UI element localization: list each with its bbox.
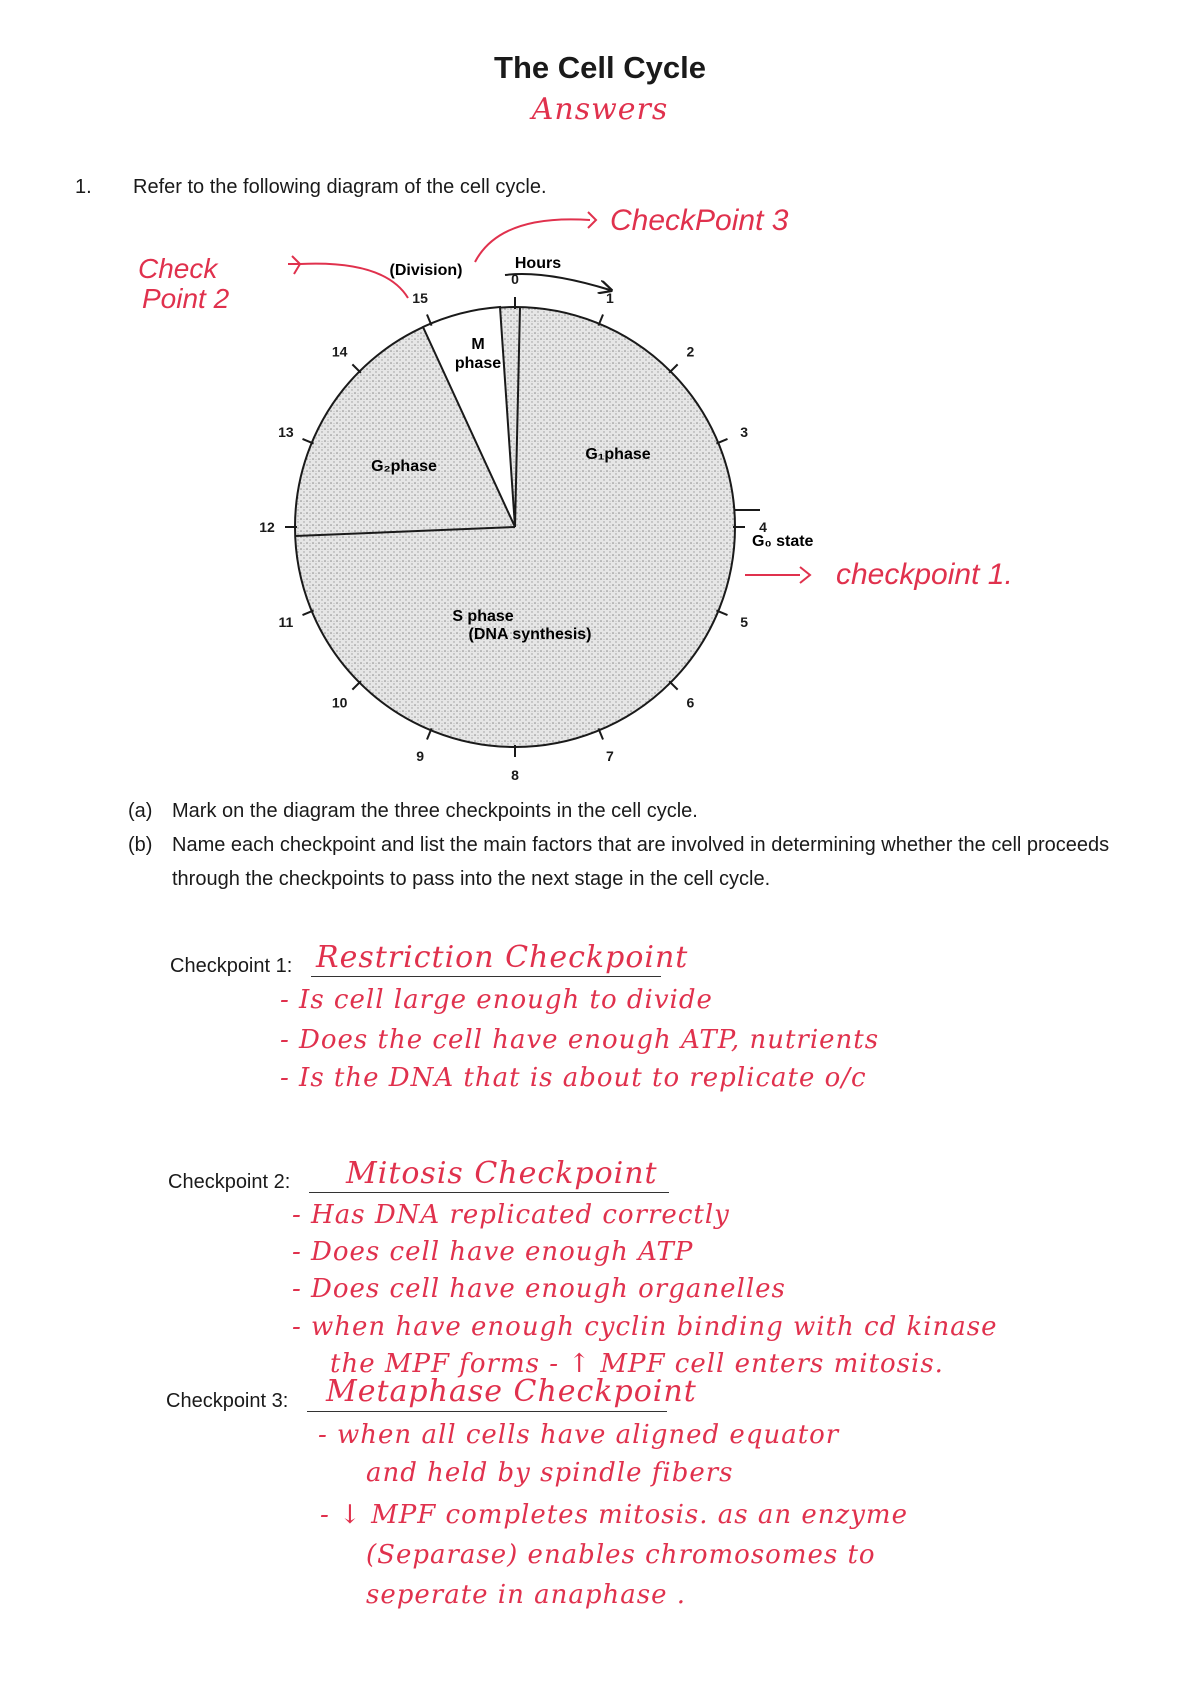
g0-state-label: G₀ state (752, 533, 814, 550)
s-phase-label-2: (DNA synthesis) (468, 626, 592, 643)
division-label: (Division) (389, 262, 463, 279)
checkpoint-3-annotation: CheckPoint 3 (610, 204, 789, 237)
part-a-letter: (a) (128, 800, 153, 822)
checkpoint-1-annotation: checkpoint 1. (836, 558, 1013, 591)
hour-number: 3 (740, 424, 749, 441)
cell-cycle-diagram (0, 200, 1200, 783)
answers-annotation: Answers (531, 92, 669, 127)
checkpoint-3-note-2: and held by spindle fibers (366, 1458, 734, 1488)
hour-number: 8 (511, 767, 519, 783)
hour-number: 12 (259, 519, 275, 535)
checkpoint-3-label: Checkpoint 3: (166, 1390, 289, 1412)
s-phase-label-1: S phase (452, 608, 514, 625)
hour-number: 6 (686, 694, 695, 711)
g1-phase-label: G₁phase (585, 446, 651, 463)
hour-number: 10 (331, 694, 348, 711)
part-a (128, 794, 1138, 828)
m-phase-label-1: M (471, 336, 485, 353)
checkpoint-1-name: Restriction Checkpoint (316, 940, 689, 975)
checkpoint-3-note-4: (Separase) enables chromosomes to (366, 1540, 876, 1570)
checkpoint-2-note-2: - Does cell have enough ATP (292, 1237, 694, 1267)
hour-tick (669, 364, 677, 372)
checkpoint-2-note-1: - Has DNA replicated correctly (292, 1200, 730, 1230)
hour-number: 5 (740, 613, 749, 630)
hour-number: 9 (416, 748, 424, 765)
checkpoint-1-answer-line (311, 975, 661, 977)
part-b (128, 828, 1138, 898)
checkpoint-1-note-1: - Is cell large enough to divide (280, 985, 713, 1015)
hour-number: 11 (278, 613, 294, 630)
checkpoint-1-note-3: - Is the DNA that is about to replicate o/c (280, 1063, 867, 1093)
checkpoint-2-annotation-line1: Check (138, 253, 218, 284)
checkpoint-3-note-3: - ↓ MPF completes mitosis. as an enzyme (320, 1500, 908, 1530)
checkpoint-2-note-5: the MPF forms - ↑ MPF cell enters mitosis. (330, 1349, 944, 1379)
hours-arrow (505, 274, 610, 290)
checkpoint-1-label: Checkpoint 1: (170, 955, 293, 977)
hour-number: 0 (511, 271, 519, 287)
question-prompt: Refer to the following diagram of the cell cycle. (133, 176, 547, 198)
checkpoint-3-note-1: - when all cells have aligned equator (318, 1420, 840, 1450)
hour-tick (352, 364, 360, 372)
hour-tick (669, 681, 677, 689)
checkpoint-3-answer-line (307, 1410, 667, 1412)
hour-number: 4 (759, 519, 767, 535)
hour-number: 15 (412, 289, 428, 306)
part-b-text: Name each checkpoint and list the main factors that are involved in determining whether the cell proceeds through the checkpoints to pass into the next stage in the cell cycle. (172, 834, 1110, 890)
hour-number: 7 (606, 748, 614, 765)
checkpoint-2-note-4: - when have enough cyclin binding with cd kinase (292, 1312, 998, 1342)
checkpoint-1-note-2: - Does the cell have enough ATP, nutrients (280, 1025, 880, 1055)
hour-tick (352, 681, 360, 689)
checkpoint-2-name: Mitosis Checkpoint (346, 1156, 658, 1191)
hour-number: 13 (278, 424, 294, 441)
hours-label: Hours (514, 255, 562, 272)
question-number: 1. (75, 176, 92, 198)
page-title: The Cell Cycle (494, 50, 706, 85)
checkpoint-3-note-5: seperate in anaphase . (366, 1580, 687, 1610)
checkpoint-2-answer-line (309, 1191, 669, 1193)
checkpoint-3-name: Metaphase Checkpoint (326, 1374, 697, 1409)
checkpoint-2-note-3: - Does cell have enough organelles (292, 1274, 786, 1304)
part-a-text: Mark on the diagram the three checkpoints in the cell cycle. (172, 800, 698, 822)
checkpoint-2-annotation-line2: Point 2 (142, 283, 230, 314)
hour-number: 14 (331, 343, 348, 360)
hour-number: 1 (606, 289, 614, 306)
m-phase-label-2: phase (454, 355, 502, 372)
hour-number: 2 (686, 343, 695, 360)
checkpoint-2-label: Checkpoint 2: (168, 1171, 291, 1193)
part-b-letter: (b) (128, 834, 153, 856)
g2-phase-label: G₂phase (371, 458, 437, 475)
